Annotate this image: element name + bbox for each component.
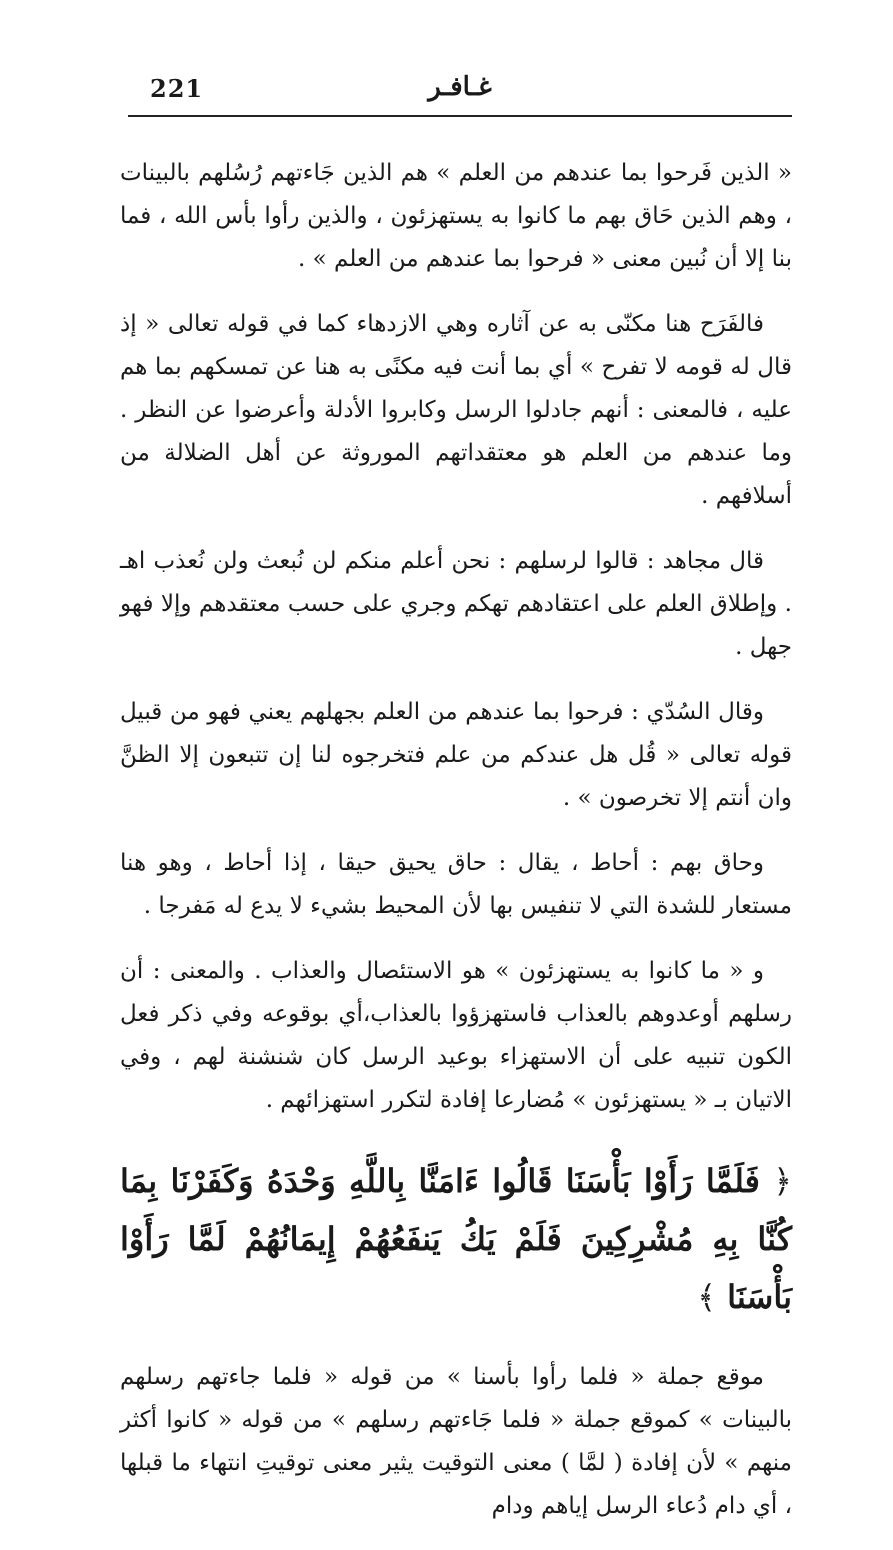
paragraph-2: فالفَرَح هنا مكنّى به عن آثاره وهي الازدهاء كما في قوله تعالى « إذ قال له قومه لا تفرح » أي بما أنت فيه مكنًى به هنا عن تمسكهم بما هم عليه ، فالمعنى : أنهم جادلوا الرسل وكابروا الأدلة وأعرضوا عن النظر . وما عندهم من العلم هو معتقداتهم الموروثة عن أهل الضلالة من أسلافهم .	[120, 311, 792, 509]
paragraph-6: و « ما كانوا به يستهزئون » هو الاستئصال والعذاب . والمعنى : أن رسلهم أوعدوهم بالعذاب فاستهزؤوا بالعذاب،أي بوقوعه وفي ذكر فعل الكون تنبيه على أن الاستهزاء بوعيد الرسل كان شنشنة لهم ، وفي الاتيان بـ « يستهزئون » مُضارعا إفادة لتكرر استهزائهم .	[120, 958, 792, 1113]
verse-close-bracket: ﴾	[697, 1278, 716, 1316]
page-header	[128, 70, 792, 112]
page-number: 221	[150, 74, 204, 103]
verse-text: فَلَمَّا رَأَوْا بَأْسَنَا قَالُوا ءَامَنَّا بِاللَّهِ وَحْدَهُ وَكَفَرْنَا بِمَا كُنَّا بِهِ مُشْرِكِينَ فَلَمْ يَكُ يَنفَعُهُمْ إِيمَانُهُمْ لَمَّا رَأَوْا بَأْسَنَا	[120, 1162, 792, 1316]
paragraph-4: وقال السُدّي : فرحوا بما عندهم من العلم بجهلهم يعني فهو من قبيل قوله تعالى « قُل هل عندكم من علم فتخرجوه لنا إن تتبعون إلا الظنَّ وان أنتم إلا تخرصون » .	[120, 699, 792, 811]
surah-title: غـافـر	[428, 72, 492, 102]
paragraph-1: « الذين فَرحوا بما عندهم من العلم » هم الذين جَاءتهم رُسُلهم بالبينات ، وهم الذين حَاق بهم ما كانوا به يستهزئون ، والذين رأوا بأس الله ، فما بنا إلا أن نُبين معنى « فرحوا بما عندهم من العلم » .	[120, 160, 792, 272]
paragraph-3: قال مجاهد : قالوا لرسلهم : نحن أعلم منكم لن نُبعث ولن نُعذب اهـ . وإطلاق العلم على اعتقادهم تهكم وجري على حسب معتقدهم وإلا فهو جهل .	[120, 548, 792, 660]
paragraph-7: موقع جملة « فلما رأوا بأسنا » من قوله « فلما جاءتهم رسلهم بالبينات » كموقع جملة « فلما جَاءتهم رسلهم » من قوله « كانوا أكثر منهم » لأن إفادة ( لمَّا ) معنى التوقيت يثير معنى توقيتِ انتهاء ما قبلها ، أي دام دُعاء الرسل إياهم ودام	[120, 1364, 792, 1519]
verse-open-bracket: ﴿	[773, 1162, 793, 1200]
page-body	[120, 152, 792, 1550]
paragraph-5: وحاق بهم : أحاط ، يقال : حاق يحيق حيقا ، إذا أحاط ، وهو هنا مستعار للشدة التي لا تنفيس بها لأن المحيط بشيء لا يدع له مَفرجا .	[120, 850, 792, 919]
header-divider	[128, 115, 792, 117]
quran-verse	[120, 1152, 792, 1326]
